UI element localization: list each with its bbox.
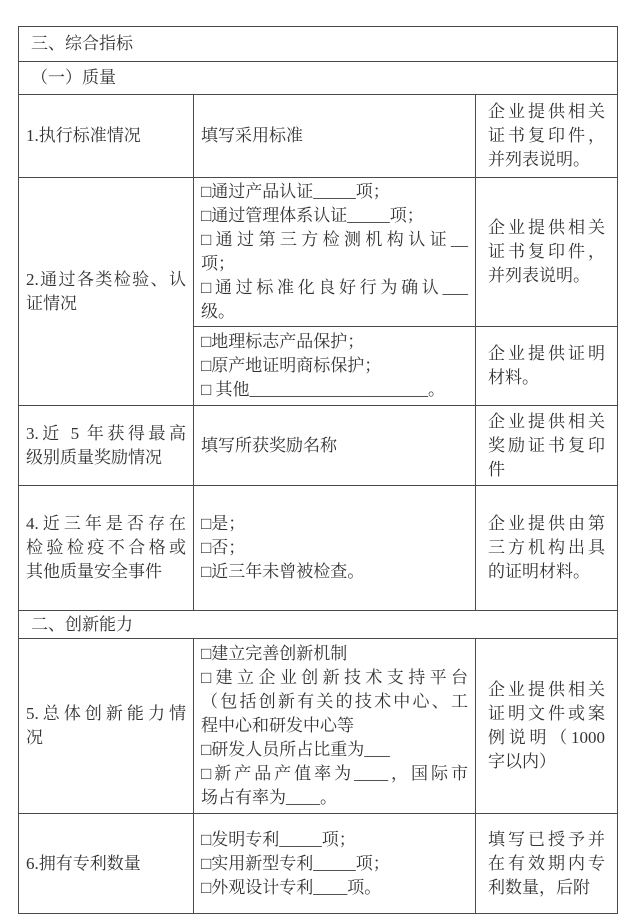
row3-label-cell	[19, 406, 194, 486]
tech-platform-paren-cont: 程中心和研发中心等	[201, 716, 354, 735]
checkbox-option-standardization: □通过标准化良好行为确认___	[201, 278, 468, 297]
row3-label-line: 3.近 5 年获得最高	[26, 423, 186, 443]
row2-protection-note-cell	[476, 327, 618, 406]
row5-note: 企业提供相关证明文件或案例说明（1000字以内）	[488, 680, 606, 771]
row1-label-cell	[19, 95, 194, 178]
new-product-rate-cont: 场占有率为____。	[201, 788, 337, 807]
checkbox-option-geo-indication: □地理标志产品保护；	[201, 332, 365, 351]
row2-certification-note-cell	[476, 178, 618, 327]
row5-items-cell	[194, 639, 476, 814]
checkbox-option-utility-patent: □实用新型专利_____项；	[201, 853, 390, 873]
checkbox-option-thirdparty-cert-cont: 项；	[201, 254, 235, 273]
checkbox-option-no: □否；	[201, 538, 246, 557]
row2-certification-note: 企业提供相关证书复印件，并列表说明。	[488, 218, 606, 285]
checkbox-option-other: □ 其他_____________________。	[201, 380, 446, 399]
row3-instruction: 填写所获奖励名称	[201, 435, 337, 455]
row4-label-line: 4.近三年是否存在	[26, 514, 186, 533]
checkbox-option-new-product-rate: □新产品产值率为____，国际市	[201, 764, 468, 783]
row6-note-cell	[476, 814, 618, 914]
row5-label-line: 况	[26, 728, 43, 747]
row3-value-cell	[194, 406, 476, 486]
row6-note: 填写已授予并在有效期内专利数量，后附	[488, 829, 606, 897]
row4-label-line: 其他质量安全事件	[26, 562, 162, 581]
subsection-header-quality: （一）质量	[19, 62, 618, 95]
tech-platform-paren-line: （包括创新有关的技术中心、工	[201, 692, 468, 711]
checkbox-option-invention-patent: □发明专利_____项；	[201, 829, 356, 849]
checkbox-option-not-inspected: □近三年未曾被检查。	[201, 562, 365, 581]
row2-protection-cell	[194, 327, 476, 406]
checkbox-option-standardization-cont: 级。	[201, 302, 235, 321]
row3-note: 企业提供相关奖励证书复印件	[488, 411, 606, 479]
row1-instruction: 填写采用标准	[201, 126, 303, 145]
row1-label: 1.执行标准情况	[26, 126, 141, 145]
row5-label-line: 5.总体创新能力情	[26, 704, 186, 723]
checkbox-option-product-cert: □通过产品认证_____项；	[201, 182, 390, 201]
row4-label-cell	[19, 486, 194, 611]
row4-options-cell	[194, 486, 476, 611]
row2-label-line: 证情况	[26, 293, 77, 313]
row4-note-cell	[476, 486, 618, 611]
row1-note: 企业提供相关证书复印件，并列表说明。	[488, 102, 606, 169]
checkbox-option-thirdparty-cert: □通过第三方检测机构认证__	[201, 230, 468, 249]
row1-value-cell	[194, 95, 476, 178]
row4-label-line: 检验检疫不合格或	[26, 538, 186, 557]
row5-note-cell	[476, 639, 618, 814]
row1-note-cell	[476, 95, 618, 178]
row2-certification-cell	[194, 178, 476, 327]
checkbox-option-rd-staff-ratio: □研发人员所占比重为___	[201, 740, 390, 759]
row3-label-line: 级别质量奖励情况	[26, 447, 162, 467]
section-header-innovation: 二、创新能力	[19, 611, 618, 639]
row4-note: 企业提供由第三方机构出具的证明材料。	[488, 514, 606, 581]
row2-label-cell	[19, 178, 194, 406]
row2-protection-note: 企业提供证明材料。	[488, 344, 606, 387]
section-header-comprehensive: 三、综合指标	[19, 27, 618, 62]
row6-label: 6.拥有专利数量	[26, 853, 141, 873]
checkbox-option-yes: □是；	[201, 514, 246, 533]
row2-label-line: 2.通过各类检验、认	[26, 269, 186, 289]
checkbox-option-origin-trademark: □原产地证明商标保护；	[201, 356, 382, 375]
checkbox-option-tech-platform: □建立企业创新技术支持平台	[201, 668, 468, 687]
row6-label-cell	[19, 814, 194, 914]
comprehensive-indicators-table	[18, 26, 618, 914]
checkbox-option-innovation-mechanism: □建立完善创新机制	[201, 644, 348, 663]
row6-patents-cell	[194, 814, 476, 914]
checkbox-option-design-patent: □外观设计专利____项。	[201, 877, 382, 897]
row5-label-cell	[19, 639, 194, 814]
checkbox-option-management-cert: □通过管理体系认证_____项；	[201, 206, 424, 225]
row3-note-cell	[476, 406, 618, 486]
